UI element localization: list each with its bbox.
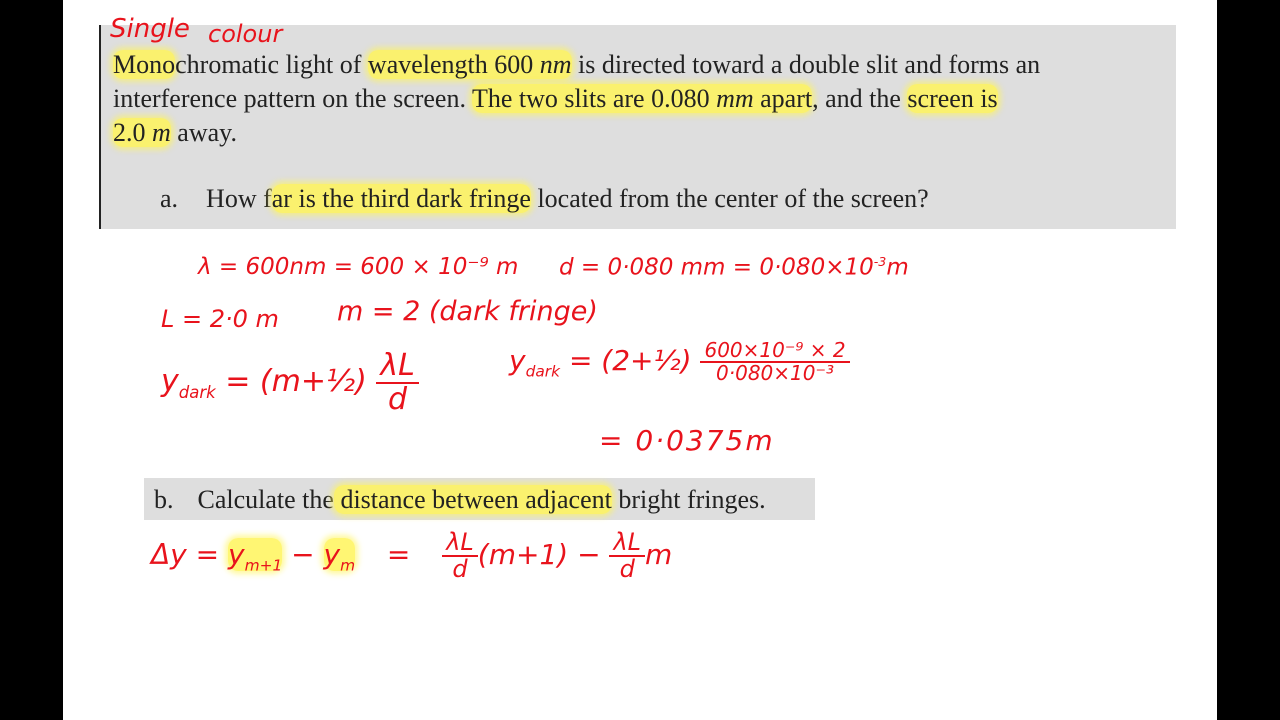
highlight-adjacent-distance: distance between adjacent — [333, 485, 612, 514]
delta-y: Δy = — [151, 538, 220, 572]
part-a-label: a. — [160, 184, 179, 213]
calc-equals: = (2+½) — [568, 344, 692, 377]
unit-text: m — [886, 254, 909, 281]
fringe-spacing-derivation — [151, 530, 672, 582]
problem-text: located from the center of the screen? — [530, 184, 929, 213]
problem-line-3 — [113, 118, 237, 148]
dark-fringe-result: = 0·0375m — [599, 424, 775, 457]
problem-text: How f — [206, 184, 272, 213]
annotation-single: Single — [110, 14, 190, 44]
part-b-question — [154, 485, 766, 515]
y-term: y — [323, 538, 341, 572]
problem-text: , and the — [812, 84, 908, 113]
problem-text: Mono — [113, 50, 176, 79]
highlight-screen: screen is — [907, 84, 998, 113]
annotation-colour: colour — [208, 20, 283, 48]
fraction-numerator: 600×10⁻⁹ × 2 — [700, 340, 849, 363]
fraction-denominator: d — [619, 555, 635, 584]
term1-fraction — [442, 530, 478, 582]
highlight-distance — [113, 118, 171, 147]
calc-fraction — [700, 340, 849, 384]
fraction-denominator: d — [452, 555, 468, 584]
minus-sign: − — [577, 538, 601, 572]
problem-text: The two slits are 0.080 — [472, 84, 717, 113]
term2-multiplier: m — [645, 538, 673, 572]
fraction-denominator: d — [388, 381, 408, 417]
exponent: -3 — [873, 254, 887, 269]
problem-text: Calculate the — [197, 485, 334, 514]
equals-sign: = — [386, 538, 411, 572]
problem-text: is directed toward a double slit and forms an — [571, 50, 1041, 79]
term2-fraction — [609, 530, 645, 582]
fraction-numerator: λL — [376, 350, 418, 384]
formula-y: y — [161, 364, 179, 399]
problem-text: wavelength 600 — [367, 50, 540, 79]
problem-text: light of — [279, 50, 368, 79]
given-slit-text: d = 0·080 mm = 0·080×10 — [559, 254, 874, 281]
highlight-third-dark-fringe: ar is the third dark fringe — [271, 184, 531, 213]
part-a-question — [160, 184, 929, 214]
unit-text: nm — [539, 50, 572, 79]
fraction-numerator: λL — [442, 530, 478, 557]
formula-fraction — [376, 350, 418, 415]
dark-fringe-calculation — [509, 340, 850, 384]
fraction-numerator: λL — [609, 530, 645, 557]
unit-text: m — [152, 118, 171, 147]
problem-text: away. — [170, 118, 237, 147]
given-screen-distance: L = 2·0 m — [161, 305, 279, 333]
dark-fringe-formula — [161, 350, 419, 415]
calc-y: y — [509, 344, 526, 377]
problem-text: bright fringes. — [611, 485, 766, 514]
highlight-wavelength — [368, 50, 572, 79]
problem-text: 2.0 — [113, 118, 152, 147]
calc-subscript: dark — [525, 362, 561, 381]
formula-subscript: dark — [178, 383, 216, 402]
minus-sign: − — [282, 538, 324, 572]
problem-line-2 — [113, 84, 998, 114]
subscript: m+1 — [244, 556, 283, 575]
y-term: y — [228, 538, 245, 572]
unit-text: mm — [716, 84, 754, 113]
term1-multiplier: (m+1) — [477, 538, 569, 572]
given-slit-separation — [559, 254, 909, 281]
given-wavelength: λ = 600nm = 600 × 10⁻⁹ m — [198, 254, 519, 280]
problem-text: interference pattern on the screen. — [113, 84, 472, 113]
given-order: m = 2 (dark fringe) — [337, 296, 598, 327]
problem-text: chromatic — [175, 50, 280, 79]
highlight-y-m — [323, 538, 356, 575]
problem-line-1 — [113, 50, 1040, 80]
subscript: m — [340, 556, 356, 575]
highlight-slit-separation — [472, 84, 812, 113]
highlight-y-m-plus-1 — [228, 538, 283, 575]
part-b-label: b. — [154, 485, 174, 514]
formula-equals: = (m+½) — [225, 364, 367, 399]
fraction-denominator: 0·080×10⁻³ — [716, 361, 835, 385]
worksheet-page — [63, 0, 1217, 720]
problem-text: apart — [753, 84, 813, 113]
